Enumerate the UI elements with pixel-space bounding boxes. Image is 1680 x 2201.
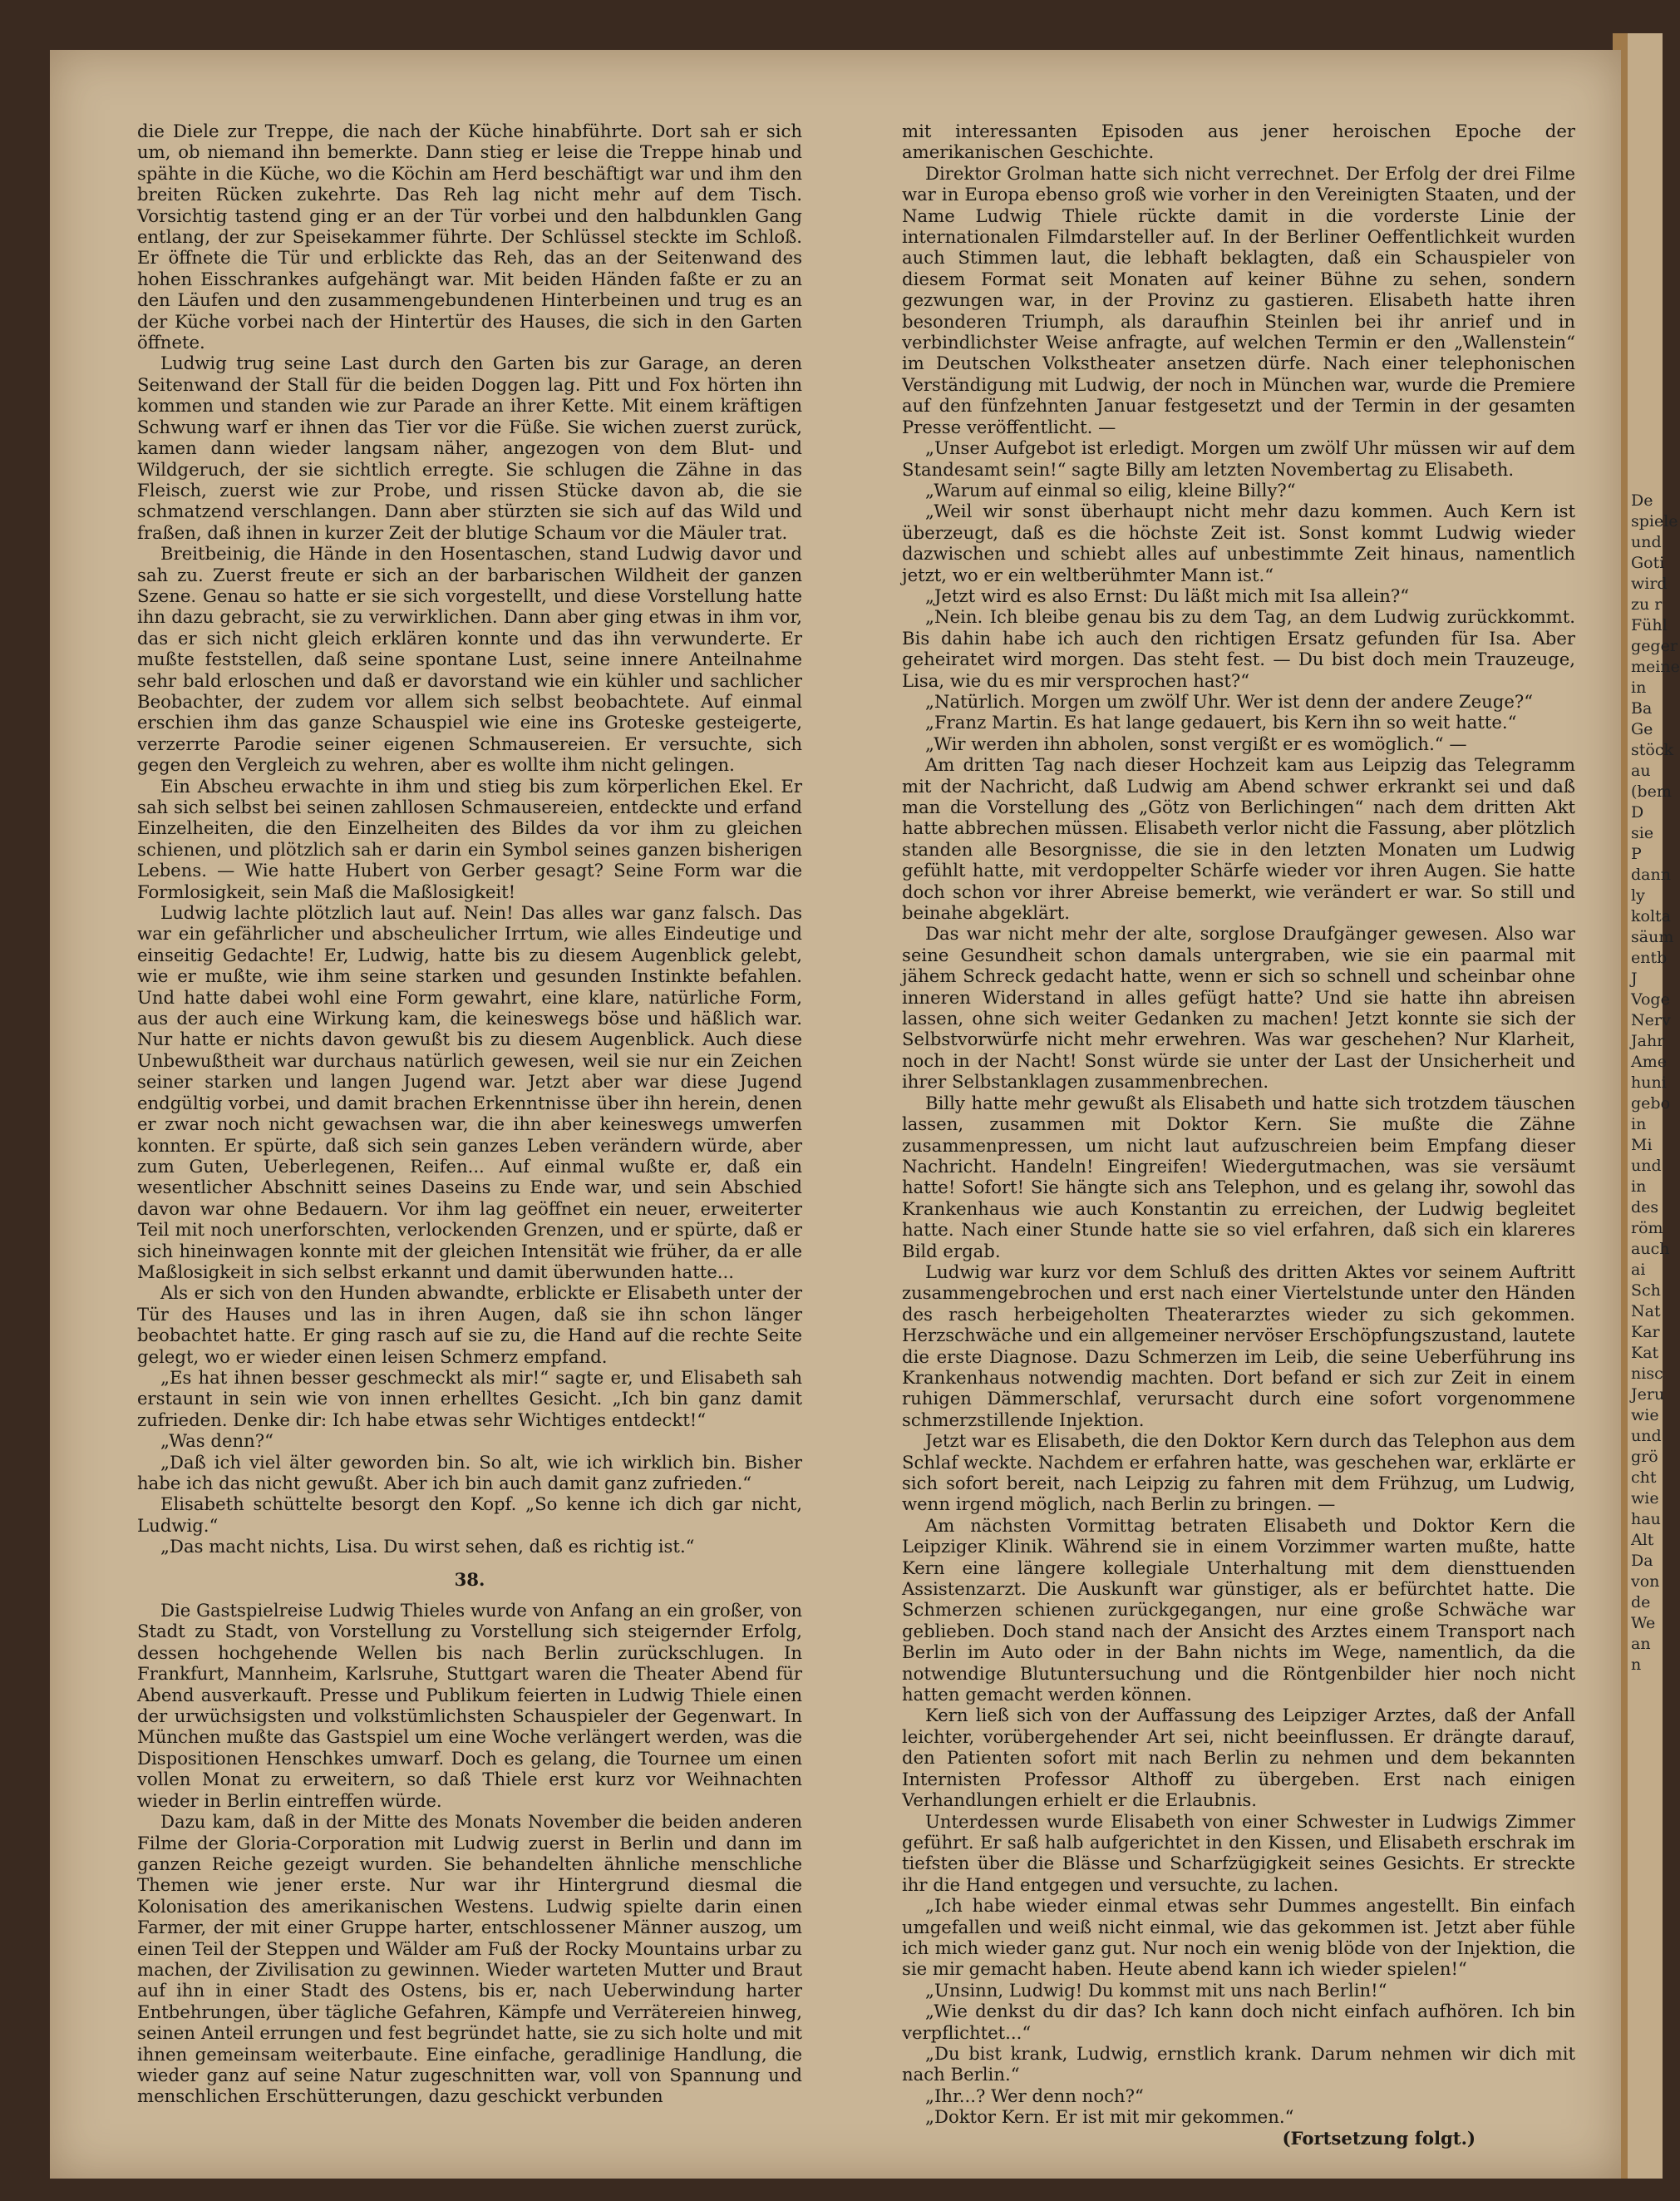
adjacent-page-fragment: in — [1631, 1177, 1647, 1196]
adjacent-page-fragment: Goti — [1631, 554, 1665, 572]
paragraph: Breitbeinig, die Hände in den Hosentaschen, stand Ludwig davor und sah zu. Zuerst freute er sich an der barbarischen Wildheit der ganzen Szene. Genau so hatte er sie sich vorgestellt, und diese Vorstellung hatte ihn dazu gebracht, sie zu verwirklichen. Dann aber ging etwas in ihm vor, das er sich nicht gleich erklären konnte und das ihn verwunderte. Er mußte feststellen, daß seine spontane Lust, seine innere Anteilnahme sehr bald erloschen und daß er davorstand wie ein kühler und sachlicher Beobachter, der zudem vor allem sich selbst beobachtete. Auf einmal erschien ihm das ganze Schauspiel wie eine ins Groteske gesteigerte, verzerrte Parodie seiner eigenen Schmausereien. Er versuchte, sich gegen den Vergleich zu wehren, aber es wollte ihm nicht gelingen. — [137, 543, 802, 776]
right-column-text — [902, 121, 1575, 2128]
paragraph: mit interessanten Episoden aus jener heroischen Epoche der amerikanischen Geschichte. — [902, 121, 1575, 163]
adjacent-page-fragment: Jahr — [1631, 1032, 1665, 1050]
adjacent-page-fragment: J — [1631, 970, 1638, 988]
adjacent-page-fragment: Sch — [1631, 1281, 1661, 1300]
paragraph: Die Gastspielreise Ludwig Thieles wurde von Anfang an ein großer, von Stadt zu Stadt, von Vorstellung zu Vorstellung sich steigernder Erfolg, dessen hochgehende Wellen bis nach Berlin zurückschlugen. In Frankfurt, Mannheim, Karlsruhe, Stuttgart waren die Theater Abend für Abend ausverkauft. Presse und Publikum feierten in Ludwig Thiele einen der urwüchsigsten und volkstümlichsten Schauspieler der Gegenwart. In München mußte das Gastspiel um eine Woche verlängert werden, was die Dispositionen Henschkes umwarf. Doch es gelang, die Tournee um einen vollen Monat zu erweitern, so daß Thiele erst kurz vor Weihnachten wieder in Berlin eintreffen würde. — [137, 1600, 802, 1811]
adjacent-page-fragment: gebo — [1631, 1094, 1671, 1113]
adjacent-page-fragment: huni — [1631, 1073, 1667, 1092]
left-column-text — [137, 121, 802, 1557]
paragraph: „Wie denkst du dir das? Ich kann doch nicht einfach aufhören. Ich bin verpflichtet...“ — [902, 2001, 1575, 2043]
paragraph: Jetzt war es Elisabeth, die den Doktor Kern durch das Telephon aus dem Schlaf weckte. Nachdem er erfahren hatte, was geschehen war, erklärte er sich sofort bereit, nach Leipzig zu fahren mit dem Frühzug, um Ludwig, wenn irgend möglich, nach Berlin zu bringen. — — [902, 1430, 1575, 1515]
paragraph: Ein Abscheu erwachte in ihm und stieg bis zum körperlichen Ekel. Er sah sich selbst bei seinen zahllosen Schmausereien, entdeckte und erfand Einzelheiten, die den Einzelheiten des Bildes da vor ihm zu gleichen schienen, und plötzlich sah er darin ein Symbol seines ganzen bisherigen Lebens. — Wie hatte Hubert von Gerber gesagt? Seine Form war die Formlosigkeit, sein Maß die Maßlosigkeit! — [137, 775, 802, 902]
paragraph: „Es hat ihnen besser geschmeckt als mir!“ sagte er, und Elisabeth sah erstaunt in sein wie von innen erhelltes Gesicht. „Ich bin ganz damit zufrieden. Denke dir: Ich habe etwas sehr Wichtiges entdeckt!“ — [137, 1366, 802, 1430]
adjacent-page-fragment: Jeru — [1631, 1385, 1665, 1404]
adjacent-page-fragment: auch — [1631, 1240, 1670, 1258]
adjacent-page-fragment: entb — [1631, 949, 1668, 967]
paragraph: „Wir werden ihn abholen, sonst vergißt er es womöglich.“ — — [925, 733, 1467, 754]
paragraph: Direktor Grolman hatte sich nicht verrechnet. Der Erfolg der drei Filme war in Europa ebenso groß wie vorher in den Vereinigten Staaten, und der Name Ludwig Thiele rückte damit in die vorderste Linie der internationalen Filmdarsteller auf. In der Berliner Oeffentlichkeit wurden auch Stimmen laut, die lebhaft beklagten, daß ein Schauspieler von diesem Format seit Monaten auf keiner Bühne zu sehen, sondern gezwungen war, in der Provinz zu gastieren. Elisabeth hatte ihren besonderen Triumph, als daraufhin Steinlen bei ihr anrief und in verbindlichster Weise anfragte, auf welchen Termin er den „Wallenstein“ im Deutschen Volkstheater ansetzen dürfe. Nach einer telephonischen Verständigung mit Ludwig, der noch in München war, wurde die Premiere auf den fünfzehnten Januar festgesetzt und der Termin in der gesamten Presse veröffentlicht. — — [902, 162, 1575, 437]
adjacent-page-fragment: und — [1631, 533, 1662, 551]
paragraph: Dazu kam, daß in der Mitte des Monats November die beiden anderen Filme der Gloria-Corporation mit Ludwig zuerst in Berlin und dann im ganzen Reiche gezeigt wurden. Sie behandelten ähnliche menschliche Themen wie jener erste. Nur war ihr Hintergrund diesmal die Kolonisation des amerikanischen Westens. Ludwig spielte darin einen Farmer, der mit einer Gruppe harter, entschlossener Männer auszog, um einen Teil der Steppen und Wälder am Fuß der Rocky Mountains urbar zu machen, der Zivilisation zu gewinnen. Wieder warteten Mutter und Braut auf ihn in einer Stadt des Ostens, bis er, nach Ueberwindung harter Entbehrungen, über tägliche Gefahren, Kämpfe und Verrätereien hinweg, seinen Anteil errungen und fest begründet hatte, sie zu sich holte und mit ihnen gemeinsam weiterbaute. Eine einfache, geradlinige Handlung, die wieder ganz auf seine Natur zugeschnitten war, voll von Spannung und menschlichen Erschütterungen, dazu geschickt verbunden — [137, 1811, 802, 2107]
adjacent-page-fragment: nisc — [1631, 1365, 1663, 1383]
paragraph: „Du bist krank, Ludwig, ernstlich krank. Darum nehmen wir dich mit nach Berlin.“ — [902, 2042, 1575, 2085]
adjacent-page-fragment: kolta — [1631, 907, 1671, 925]
paragraph: „Ich habe wieder einmal etwas sehr Dummes angestellt. Bin einfach umgefallen und weiß nicht einmal, wie das gekommen ist. Jetzt aber fühle ich mich wieder ganz gut. Nur noch ein wenig blöde von der Injektion, die sie mir gemacht haben. Heute abend kann ich wieder spielen!“ — [902, 1895, 1575, 1980]
right-column — [902, 121, 1575, 2149]
adjacent-page-fragment: wird — [1631, 575, 1668, 593]
adjacent-page-fragment: Da — [1631, 1552, 1653, 1570]
adjacent-page-fragment: Ame — [1631, 1053, 1667, 1071]
adjacent-page-fragment: stöck — [1631, 741, 1673, 759]
paragraph: Elisabeth schüttelte besorgt den Kopf. „So kenne ich dich gar nicht, Ludwig.“ — [137, 1493, 802, 1536]
adjacent-page-fragment: spiele — [1631, 512, 1678, 531]
adjacent-page-fragment: (bem — [1631, 782, 1672, 801]
adjacent-page-fragment: an — [1631, 1635, 1651, 1653]
adjacent-page-fragment: in — [1631, 679, 1647, 697]
adjacent-page-fragment: geger — [1631, 637, 1678, 655]
paragraph: „Doktor Kern. Er ist mit mir gekommen.“ — [925, 2106, 1294, 2128]
left-column-text-after — [137, 1600, 802, 2107]
adjacent-page-fragment: von — [1631, 1572, 1660, 1591]
paragraph: Das war nicht mehr der alte, sorglose Draufgänger gewesen. Also war seine Gesundheit schon damals untergraben, wie sie ein paarmal mit jähem Schreck gedacht hatte, wenn er sich so schnell und scheinbar ohne inneren Widerstand in alles gefügt hatte? Und sie hatte ihn abreisen lassen, ohne sich weiter Gedanken zu machen! Jetzt konnte sie sich der Selbstvorwürfe nicht mehr erwehren. Was war geschehen? Nur Klarheit, noch in der Nacht! Sonst würde sie unter der Last der Unsicherheit und ihrer Selbstanklagen zusammenbrechen. — [902, 923, 1575, 1093]
adjacent-page-fragment: dann — [1631, 866, 1671, 884]
paragraph: Am dritten Tag nach dieser Hochzeit kam aus Leipzig das Telegramm mit der Nachricht, daß Ludwig am Abend schwer erkrankt sei und daß man die Vorstellung des „Götz von Berlichingen“ nach dem dritten Akt hatte abbrechen müssen. Elisabeth verlor nicht die Fassung, aber plötzlich standen alle Besorgnisse, die sie in den letzten Monaten um Ludwig gefühlt hatte, mit verdoppelter Schärfe wieder vor ihren Augen. Sie hatte doch schon vor ihrer Abreise bemerkt, wie verändert er war. So still und beinahe abgeklärt. — [902, 754, 1575, 924]
adjacent-page-fragment: Nerv — [1631, 1011, 1671, 1029]
adjacent-page-fragment: und — [1631, 1157, 1662, 1175]
left-column — [137, 121, 802, 2107]
paragraph: „Franz Martin. Es hat lange gedauert, bis Kern ihn so weit hatte.“ — [925, 712, 1517, 733]
paragraph: Billy hatte mehr gewußt als Elisabeth und hatte sich trotzdem täuschen lassen, zusammen mit Doktor Kern. Sie mußte die Zähne zusammenpressen, um nicht laut aufzuschreien beim Empfang dieser Nachricht. Handeln! Eingreifen! Wiedergutmachen, was sie versäumt hatte! Sofort! Sie hängte sich ans Telephon, und es gelang ihr, sowohl das Krankenhaus wie auch Konstantin zu erreichen, der Ludwig begleitet hatte. Nach einer Stunde hatte sie so viel erfahren, daß sich ein klareres Bild ergab. — [902, 1092, 1575, 1261]
paragraph: „Was denn?“ — [160, 1430, 273, 1452]
paragraph: „Weil wir sonst überhaupt nicht mehr dazu kommen. Auch Kern ist überzeugt, daß es die höchste Zeit ist. Sonst kommt Ludwig wieder dazwischen und schiebt alles auf unbestimmte Zeit hinaus, namentlich jetzt, wo er ein weltberühmter Mann ist.“ — [902, 501, 1575, 585]
paragraph: Ludwig lachte plötzlich laut auf. Nein! Das alles war ganz falsch. Das war ein gefährlicher und abscheulicher Irrtum, wie alles Eindeutige und einseitig Gedachte! Er, Ludwig, hatte bis zu diesem Augenblick gelebt, wie er mußte, wie ihm seine starken und gesunden Instinkte befahlen. Und hatte dabei wohl eine Form gewahrt, eine klare, natürliche Form, aus der auch eine Wirkung kam, die keineswegs böse und häßlich war. Nur hatte er nichts davon gewußt bis zu diesem Augenblick. Auch diese Unbewußtheit war durchaus natürlich gewesen, weil sie nur ein Zeichen seiner starken und langen Jugend war. Jetzt aber war diese Jugend endgültig vorbei, und damit brachen Erkenntnisse über ihn herein, denen er zwar noch nicht gewachsen war, die ihn aber keineswegs umwerfen konnten. Er spürte, daß sich sein ganzes Leben verändern würde, aber zum Guten, Ueberlegenen, Reifen... Auf einmal wußte er, daß ein wesentlicher Abschnitt seines Daseins zu Ende war, und sein Abschied davon war ohne Bedauern. Vor ihm lag geöffnet ein neuer, erweiterter Teil mit noch unerforschten, verlockenden Grenzen, und er spürte, daß er sich hineinwagen konnte mit der gleichen Intensität wie früher, da er alle Maßlosigkeit in sich selbst erkannt und damit überwunden hatte... — [137, 902, 802, 1282]
paragraph: „Unser Aufgebot ist erledigt. Morgen um zwölf Uhr müssen wir auf dem Standesamt sein!“ sagte Billy am letzten Novembertag zu Elisabeth. — [902, 437, 1575, 480]
adjacent-page-fragment: zu r — [1631, 595, 1663, 614]
continuation-note: (Fortsetzung folgt.) — [1282, 2127, 1476, 2149]
paragraph: „Unsinn, Ludwig! Du kommst mit uns nach Berlin!“ — [925, 1979, 1387, 2001]
paragraph: Als er sich von den Hunden abwandte, erblickte er Elisabeth unter der Tür des Hauses und las in ihren Augen, daß sie ihn schon länger beobachtet hatte. Er ging rasch auf sie zu, die Hand auf die rechte Seite gelegt, wo er wieder einen leisen Schmerz empfand. — [137, 1282, 802, 1367]
adjacent-page-fragment: Nat — [1631, 1302, 1661, 1320]
adjacent-page-fragment: We — [1631, 1614, 1656, 1632]
paragraph: die Diele zur Treppe, die nach der Küche hinabführte. Dort sah er sich um, ob niemand ihn bemerkte. Dann stieg er leise die Treppe hinab und spähte in die Küche, wo die Köchin am Herd beschäftigt war und ihm den breiten Rücken zukehrte. Das Reh lag nicht mehr auf dem Tisch. Vorsichtig tastend ging er an der Tür vorbei und den halbdunklen Gang entlang, der zur Speisekammer führte. Der Schlüssel steckte im Schloß. Er öffnete die Tür und erblickte das Reh, das an der Seitenwand des hohen Eisschrankes aufgehängt war. Mit beiden Händen faßte er zu an den Läufen und den zusammengebundenen Hinterbeinen und trug es an der Küche vorbei nach der Hintertür des Hauses, die sich in den Garten öffnete. — [137, 121, 802, 353]
adjacent-page-fragment: Ba — [1631, 699, 1653, 718]
paragraph: Am nächsten Vormittag betraten Elisabeth und Doktor Kern die Leipziger Klinik. Während sie in einem Vorzimmer warten mußte, hatte Kern eine längere kollegiale Unterhaltung mit dem diensttuenden Assistenzarzt. Die Auskunft war günstiger, als er befürchtet hatte. Die Schmerzen schienen zurückgegangen, nur eine große Schwäche war geblieben. Doch stand nach der Ansicht des Arztes einem Transport nach Berlin im Auto oder in der Bahn nichts im Wege, namentlich, da die notwendige Blutuntersuchung und die Röntgenbilder hier noch nicht hatten gemacht werden können. — [902, 1514, 1575, 1705]
adjacent-page-fragment: in — [1631, 1115, 1647, 1133]
adjacent-page-fragment: des — [1631, 1198, 1659, 1216]
adjacent-page-fragment: Kat — [1631, 1344, 1659, 1362]
adjacent-page-fragment: hau — [1631, 1510, 1661, 1528]
paragraph: „Natürlich. Morgen um zwölf Uhr. Wer ist denn der andere Zeuge?“ — [925, 690, 1534, 712]
adjacent-page-fragment: De — [1631, 491, 1653, 510]
chapter-number: 38. — [454, 1568, 485, 1590]
adjacent-page-fragment: Ge — [1631, 720, 1653, 738]
adjacent-page-fragment: au — [1631, 762, 1651, 780]
adjacent-page-fragment: Alt — [1631, 1531, 1654, 1549]
adjacent-page-fragment: sie — [1631, 824, 1654, 842]
adjacent-page-fragment: säum — [1631, 928, 1674, 946]
paragraph: „Nein. Ich bleibe genau bis zu dem Tag, an dem Ludwig zurückkommt. Bis dahin habe ich auch den richtigen Ersatz gefunden für Isa. Aber geheiratet wird morgen. Das steht fest. — Du bist doch mein Trauzeuge, Lisa, wie du es mir versprochen hast?“ — [902, 606, 1575, 691]
adjacent-page-fragment: Fühl — [1631, 616, 1668, 634]
adjacent-page-fragment: grö — [1631, 1448, 1658, 1466]
paragraph: „Ihr...? Wer denn noch?“ — [925, 2085, 1144, 2106]
adjacent-page — [1628, 33, 1680, 2179]
adjacent-page-fragment: röm — [1631, 1219, 1663, 1237]
paragraph: „Jetzt wird es also Ernst: Du läßt mich mit Isa allein?“ — [925, 585, 1410, 606]
paragraph: „Daß ich viel älter geworden bin. So alt, wie ich wirklich bin. Bisher habe ich das nicht gewußt. Aber ich bin auch damit ganz zufrieden.“ — [137, 1451, 802, 1493]
adjacent-page-fragment: cht — [1631, 1468, 1657, 1487]
paragraph: „Das macht nichts, Lisa. Du wirst sehen, daß es richtig ist.“ — [160, 1536, 695, 1557]
adjacent-page-fragment: Kar — [1631, 1323, 1660, 1341]
adjacent-page-fragment: D — [1631, 803, 1644, 822]
adjacent-page-fragment: wie — [1631, 1406, 1659, 1424]
adjacent-page-fragment: ai — [1631, 1261, 1646, 1279]
adjacent-page-fragment: wie — [1631, 1489, 1659, 1508]
paragraph: Ludwig war kurz vor dem Schluß des dritten Aktes vor seinem Auftritt zusammengebrochen und erst nach einer Viertelstunde unter den Händen des rasch herbeigeholten Theaterarztes wieder zu sich gekommen. Herzschwäche und ein allgemeiner nervöser Erschöpfungszustand, lautete die erste Diagnose. Dazu Schmerzen im Leib, die seine Ueberführung ins Krankenhaus notwendig machten. Dort befand er sich zur Zeit in einem ruhigen Dämmerschlaf, verursacht durch eine sofort vorgenommene schmerzstillende Injektion. — [902, 1261, 1575, 1430]
paragraph: Ludwig trug seine Last durch den Garten bis zur Garage, an deren Seitenwand der Stall für die beiden Doggen lag. Pitt und Fox hörten ihn kommen und standen wie zur Parade an ihrer Kette. Mit einem kräftigen Schwung warf er ihnen das Tier vor die Füße. Sie wichen zuerst zurück, kamen dann wieder langsam näher, angezogen von dem Blut- und Wildgeruch, der sie sichtlich erregte. Sie schlugen die Zähne in das Fleisch, zuerst wie zur Probe, und rissen Stücke davon ab, die sie schmatzend verschlangen. Dann aber stürzten sie sich auf das Wild und fraßen, daß ihnen in kurzer Zeit der blutige Schaum vor die Mäuler trat. — [137, 353, 802, 543]
adjacent-page-fragment: und — [1631, 1427, 1662, 1445]
paragraph: „Warum auf einmal so eilig, kleine Billy?“ — [925, 479, 1296, 501]
adjacent-page-fragment: Mi — [1631, 1136, 1653, 1154]
adjacent-page-fragment: Voge — [1631, 990, 1670, 1009]
adjacent-page-fragment: P — [1631, 845, 1642, 863]
adjacent-page-fragment: ly — [1631, 886, 1645, 905]
adjacent-page-fragment: n — [1631, 1656, 1642, 1674]
adjacent-page-fragment: meine — [1631, 658, 1680, 676]
adjacent-page-fragment: de — [1631, 1593, 1651, 1611]
paragraph: Kern ließ sich von der Auffassung des Leipziger Arztes, daß der Anfall leichter, vorübergehender Art sei, nicht beeinflussen. Er drängte darauf, den Patienten sofort mit nach Berlin zu nehmen und dem bekannten Internisten Professor Althoff zu übergeben. Erst nach einigen Verhandlungen erhielt er die Erlaubnis. — [902, 1705, 1575, 1811]
paragraph: Unterdessen wurde Elisabeth von einer Schwester in Ludwigs Zimmer geführt. Er saß halb aufgerichtet in den Kissen, und Elisabeth erschrak im tiefsten über die Blässe und Scharfzügigkeit seines Gesichts. Er streckte ihr die Hand entgegen und versuchte, zu lachen. — [902, 1810, 1575, 1895]
